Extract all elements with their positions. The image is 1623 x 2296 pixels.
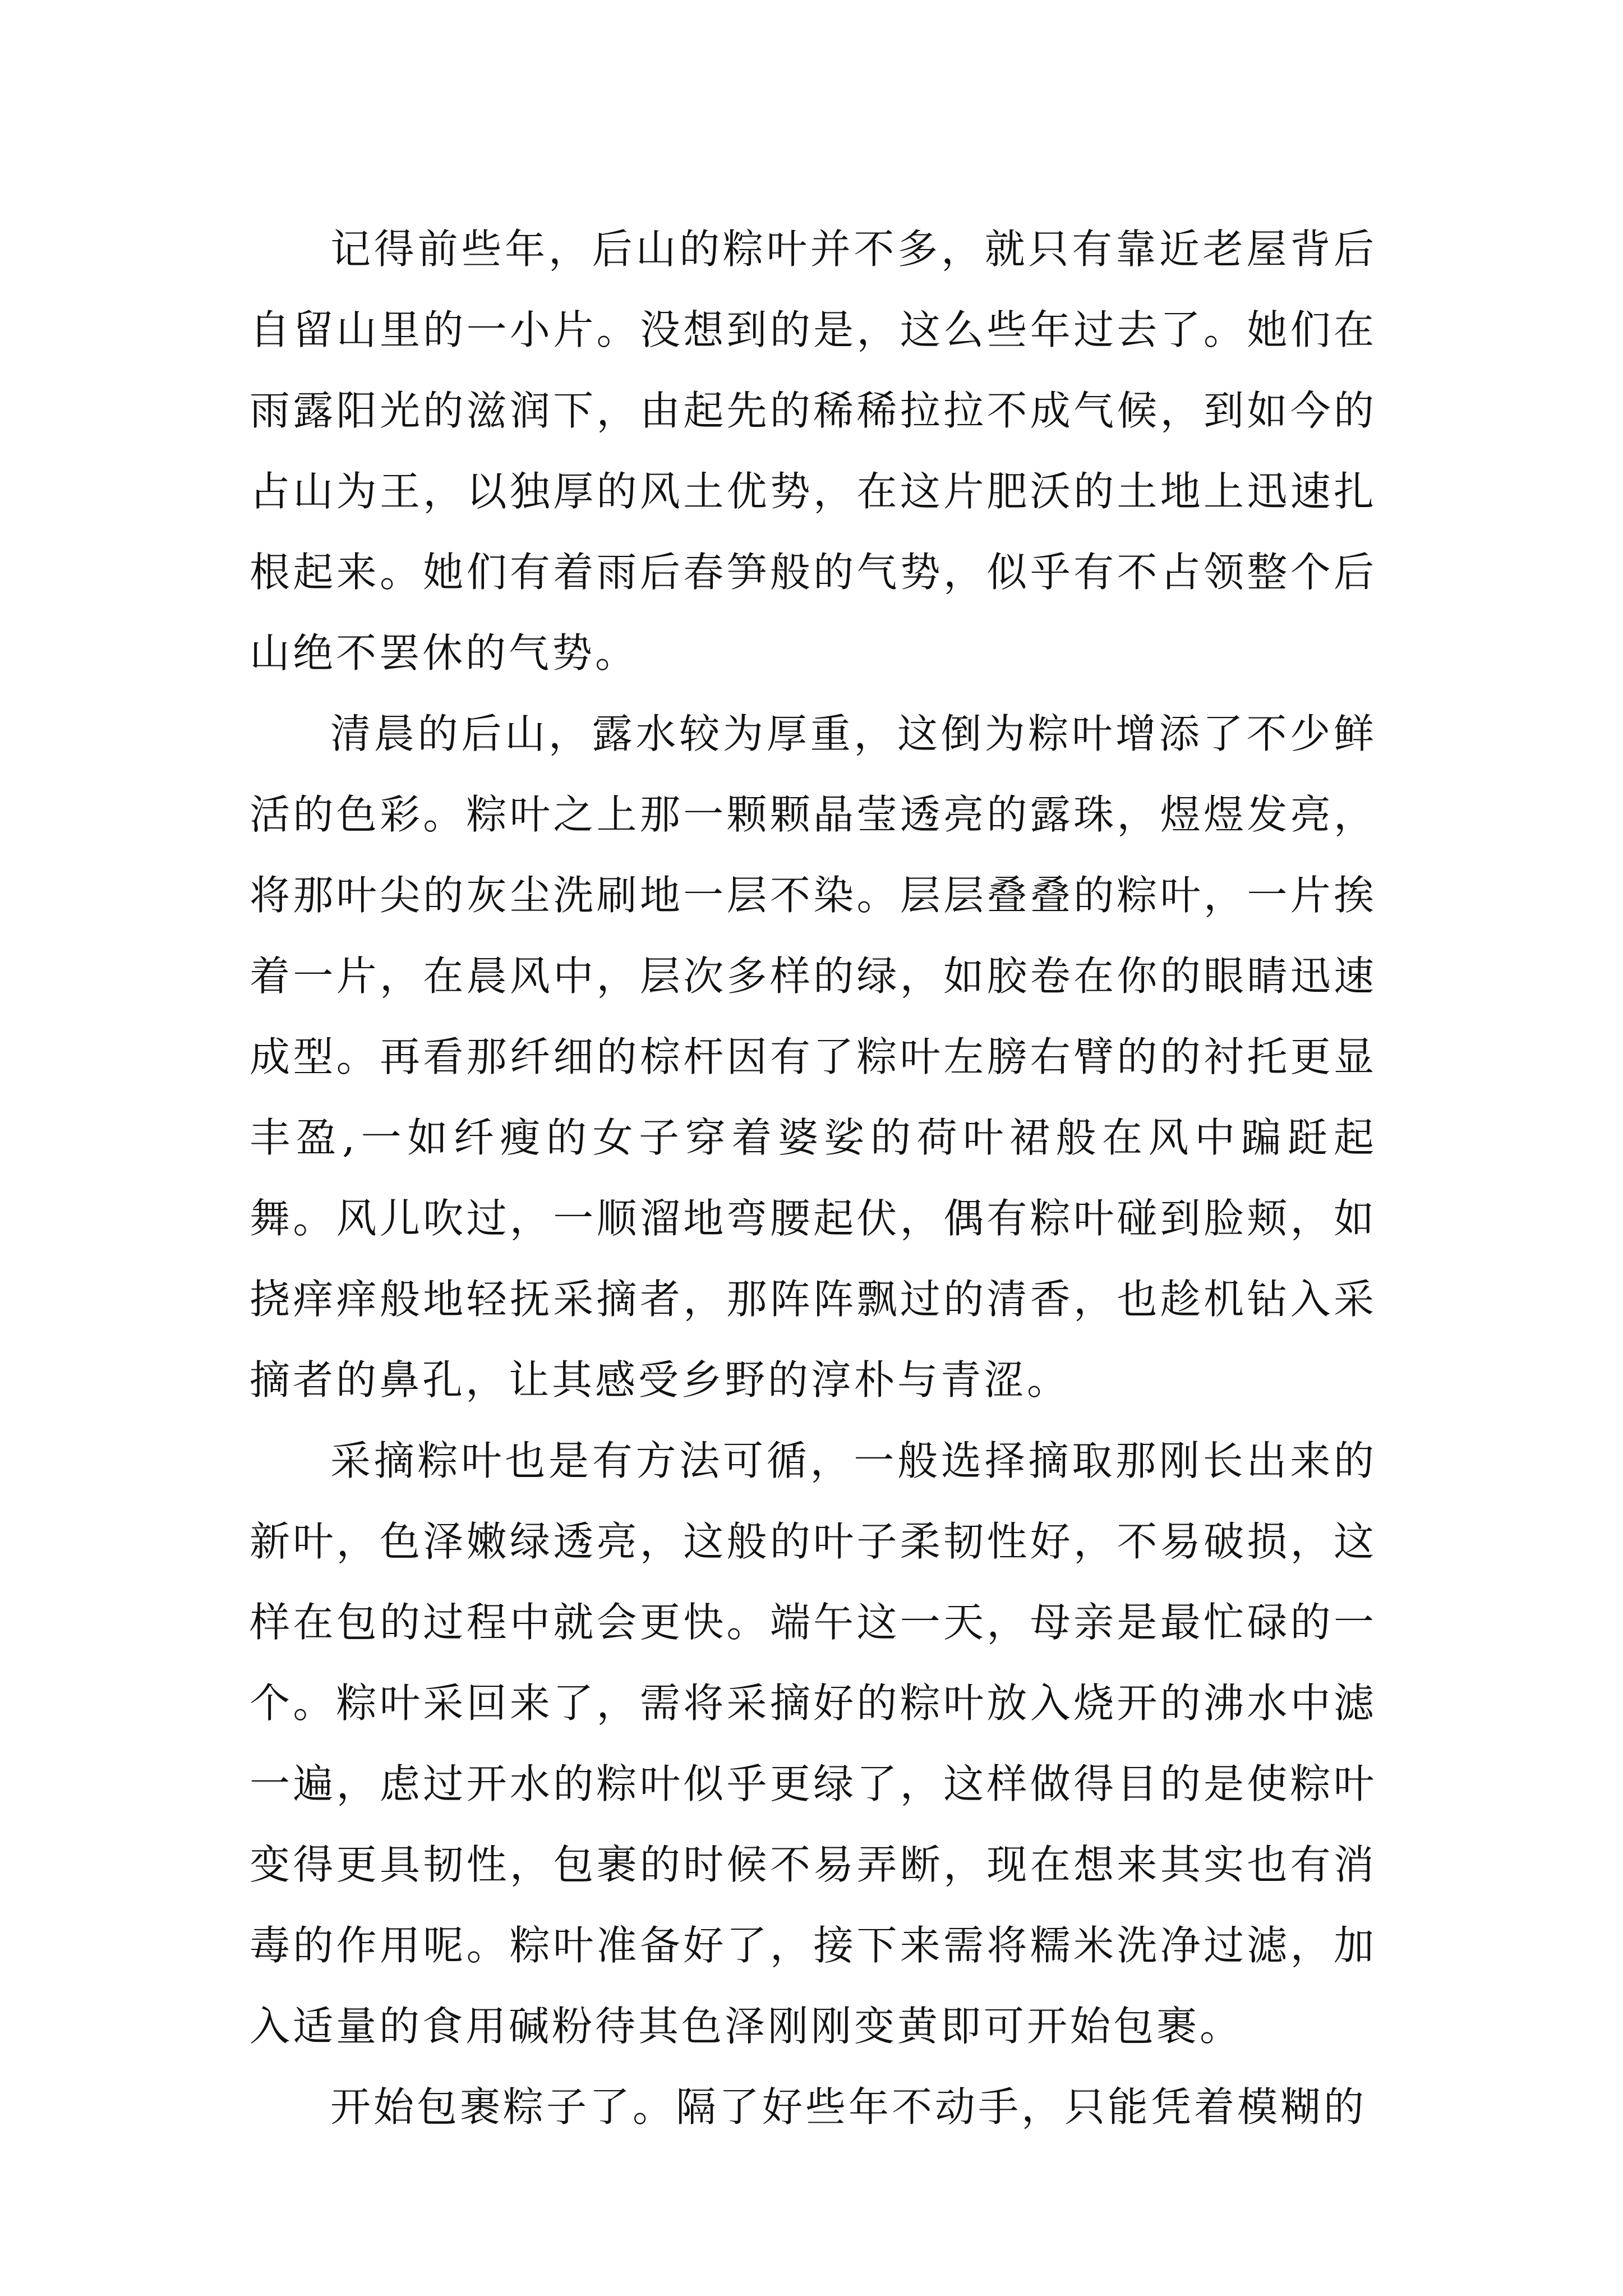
document-page bbox=[250, 209, 1377, 2147]
paragraph-4: 开始包裹粽子了。隔了好些年不动手，只能凭着模糊的 bbox=[330, 2083, 1367, 2131]
paragraph-1: 记得前些年，后山的粽叶并不多，就只有靠近老屋背后自留山里的一小片。没想到的是，这么些年过去了。她们在雨露阳光的滋润下，由起先的稀稀拉拉不成气候，到如今的占山为王，以独厚的风土优势，在这片肥沃的土地上迅速扎根起来。她们有着雨后春笋般的气势，似乎有不占领整个后山绝不罢休的气势。 bbox=[250, 226, 1377, 677]
paragraph-3: 采摘粽叶也是有方法可循，一般选择摘取那刚长出来的新叶，色泽嫩绿透亮，这般的叶子柔韧性好，不易破损，这样在包的过程中就会更快。端午这一天，母亲是最忙碌的一个。粽叶采回来了，需将采摘好的粽叶放入烧开的沸水中滤一遍，虑过开水的粽叶似乎更绿了，这样做得目的是使粽叶变得更具韧性，包裹的时候不易弄断，现在想来其实也有消毒的作用呢。粽叶准备好了，接下来需将糯米洗净过滤，加入适量的食用碱粉待其色泽刚刚变黄即可开始包裹。 bbox=[250, 1437, 1377, 2050]
paragraph-2: 清晨的后山，露水较为厚重，这倒为粽叶增添了不少鲜活的色彩。粽叶之上那一颗颗晶莹透亮的露珠，煜煜发亮，将那叶尖的灰尘洗刷地一层不染。层层叠叠的粽叶，一片挨着一片，在晨风中，层次多样的绿，如胶卷在你的眼睛迅速成型。再看那纤细的棕杆因有了粽叶左膀右臂的的衬托更显丰盈,一如纤瘦的女子穿着婆娑的荷叶裙般在风中蹁跹起舞。风儿吹过，一顺溜地弯腰起伏，偶有粽叶碰到脸颊，如挠痒痒般地轻抚采摘者，那阵阵飘过的清香，也趁机钻入采摘者的鼻孔，让其感受乡野的淳朴与青涩。 bbox=[250, 710, 1377, 1404]
